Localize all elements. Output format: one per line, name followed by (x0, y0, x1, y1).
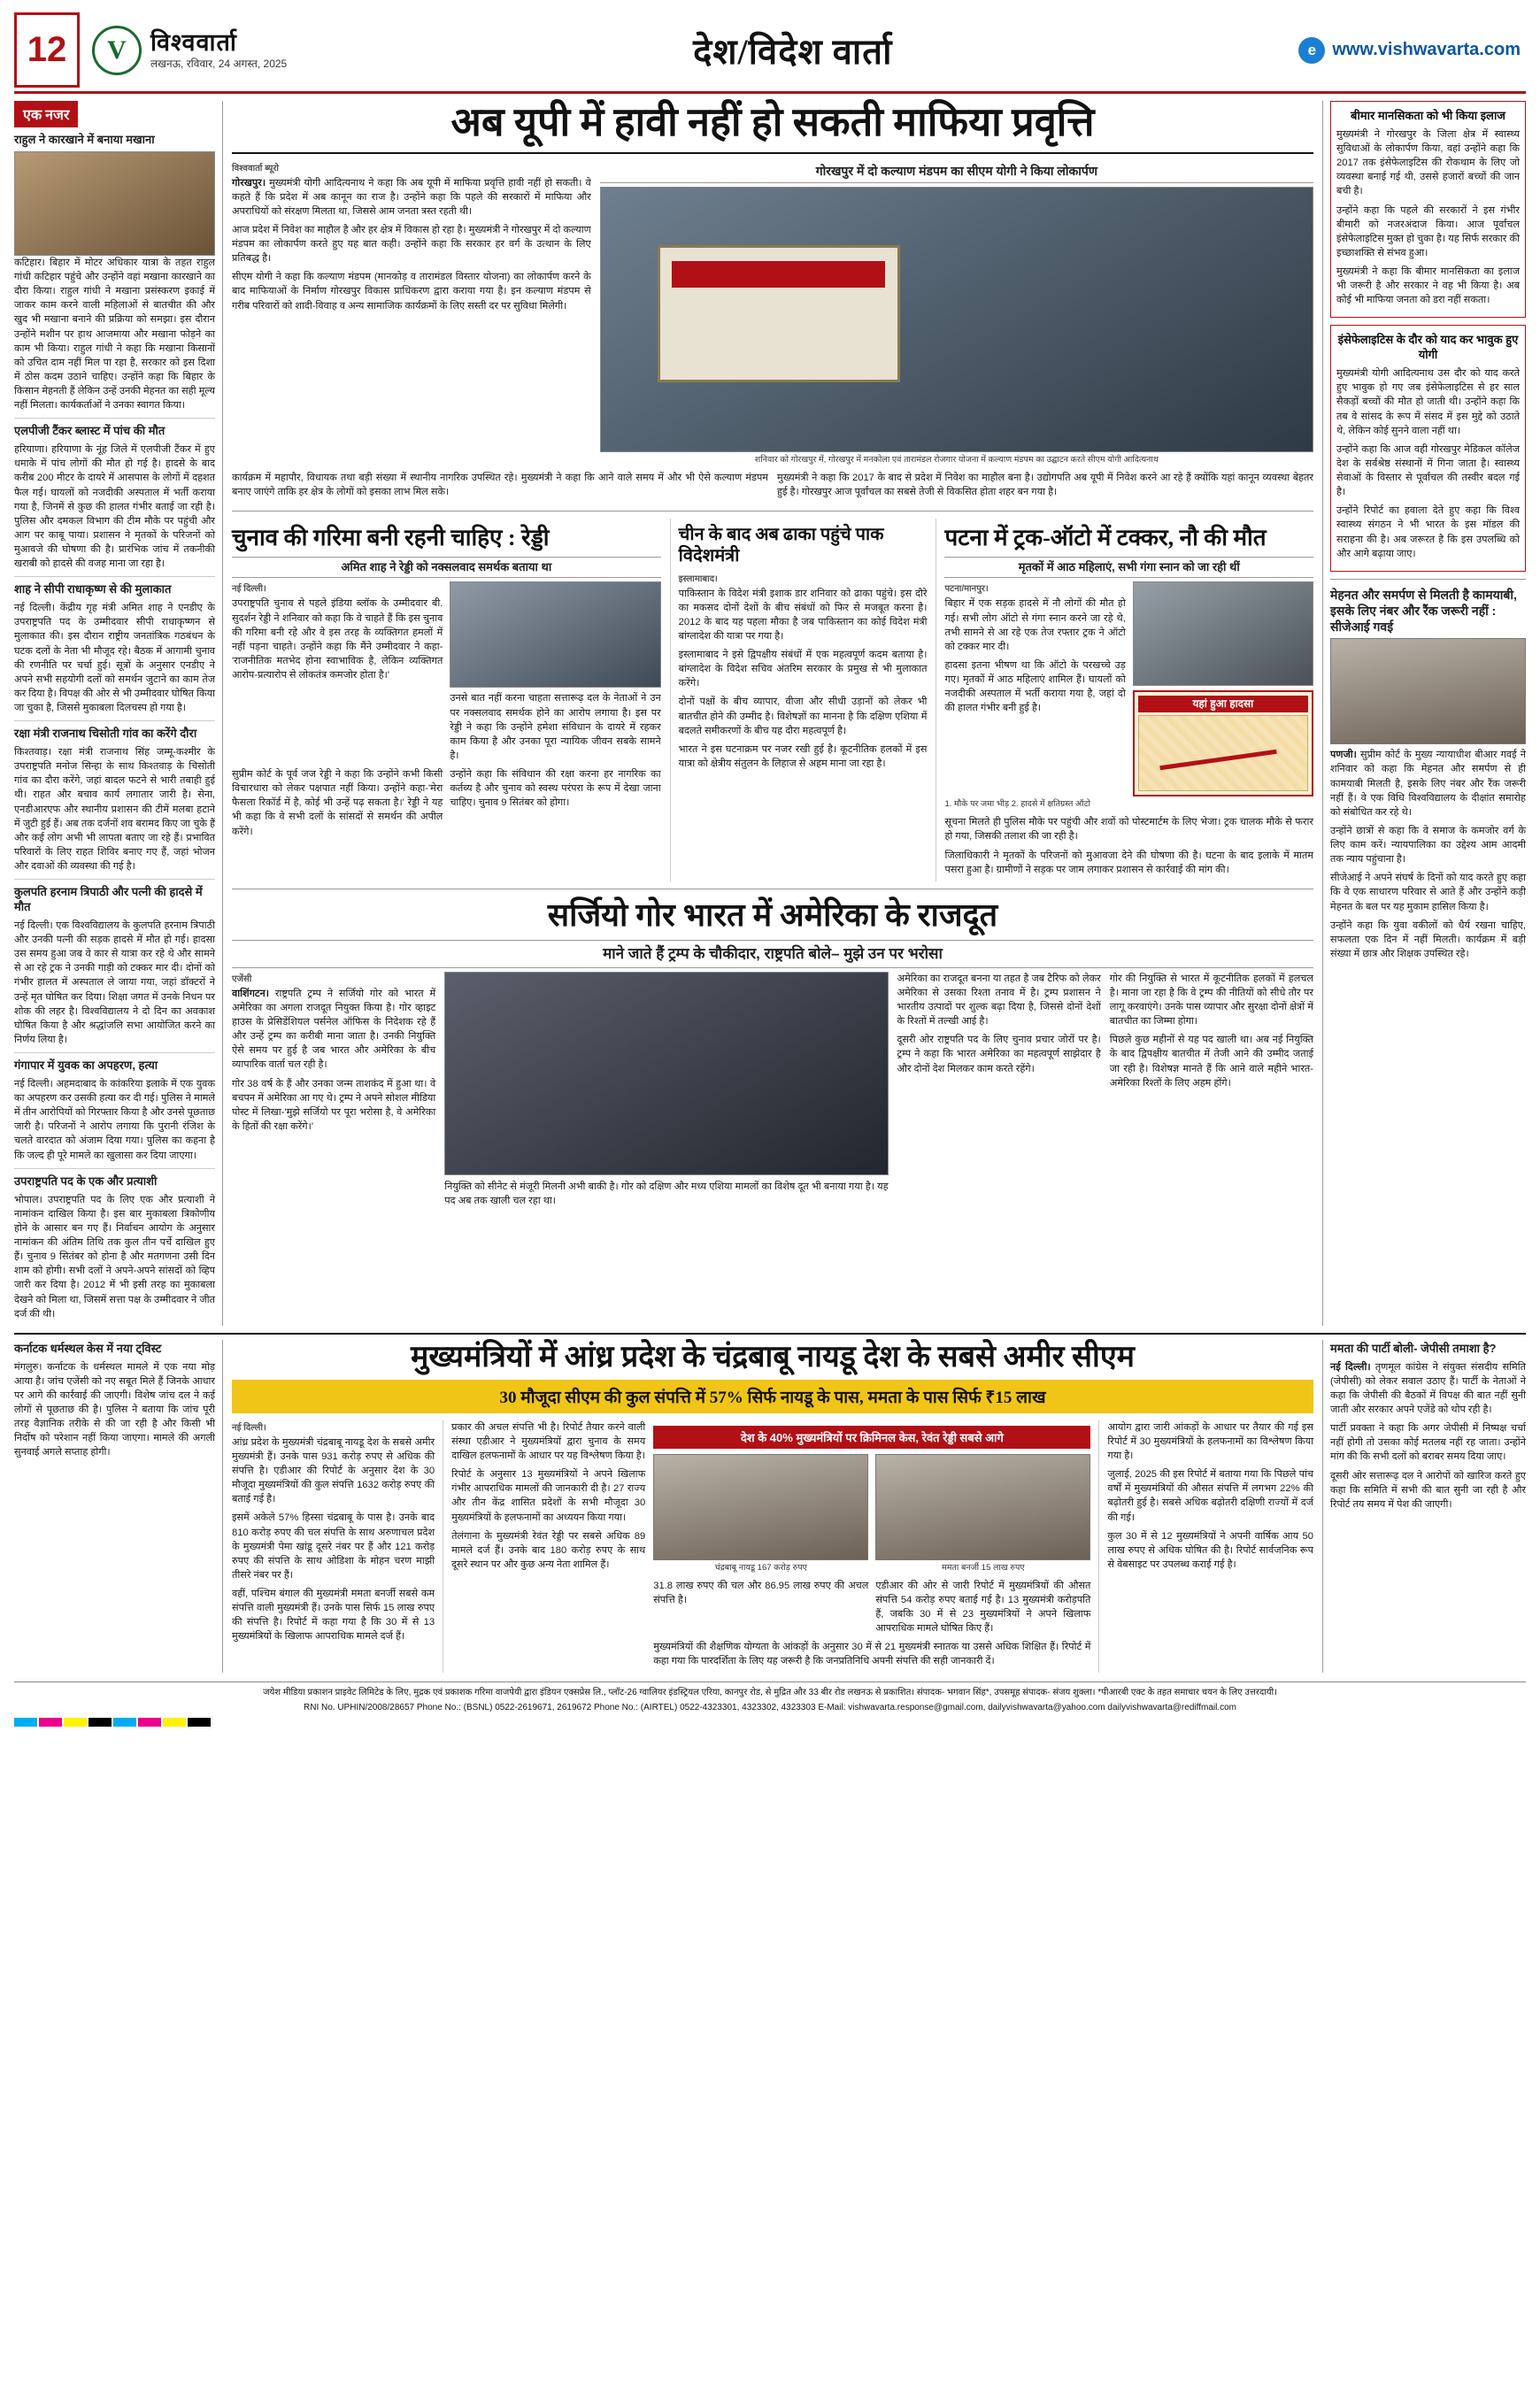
center-column (232, 101, 1313, 1326)
bottom-main (232, 1340, 1313, 1674)
story-subhead: मृतकों में आठ महिलाएं, सभी गंगा स्नान को जा रही थीं (944, 557, 1313, 579)
banner-para: आंध्र प्रदेश के मुख्यमंत्री चंद्रबाबू नायडू देश के सबसे अमीर मुख्यमंत्री हैं। उनके पास 931 करोड़ रुपए से अधिक की संपत्ति है। एडीआर की रिपोर्ट के अनुसार देश के 30 मौजूदा मुख्यमंत्रियों की कुल संपत्ति 1632 करोड़ रुपए की बताई गई है। (232, 1436, 435, 1505)
story-para: उपराष्ट्रपति चुनाव से पहले इंडिया ब्लॉक के उम्मीदवार बी. सुदर्शन रेड्डी ने शनिवार को कहा कि वे चाहते हैं कि इस चुनाव की गरिमा बनी रहे और वे इस तरह के व्यक्तिगत हमलों में नहीं पड़ना चाहते। उन्होंने कहा कि मैंने उम्मीदवार ने कहा-'राजनीतिक मतभेद होना स्वाभाविक है, लेकिन व्यक्तिगत आरोप-प्रत्यारोप से लोकतंत्र कमजोर होता है।' (232, 598, 443, 681)
story-para: दूसरी ओर राष्ट्रपति पद के लिए चुनाव प्रचार जोरों पर है। ट्रम्प ने कहा कि भारत अमेरिका का महत्वपूर्ण साझेदार है और दोनों देश मिलकर काम करते रहेंगे। (897, 1035, 1101, 1074)
sidebar-item-title[interactable]: गंगापार में युवक का अपहरण, हत्या (14, 1058, 158, 1073)
lead-para: आज प्रदेश में निवेश का माहौल है और हर क्षेत्र में विकास हो रहा है। मुख्यमंत्री ने गोरखपुर में दो कल्याण मंडपम का लोकार्पण करते हुए यह बात कही। उन्होंने कहा कि सरकार हर वर्ग के उत्थान के लिए प्रतिबद्ध है। (232, 224, 591, 265)
lead-para: मुख्यमंत्री योगी आदित्यनाथ ने कहा कि अब यूपी में माफिया प्रवृत्ति हावी नहीं हो सकती। वे कहते हैं कि प्रदेश में अब कानून का राज है। उन्होंने कहा कि पहले की सरकारों में माफिया और अपराधियों को संरक्षण मिलता था, जिससे आम जनता त्रस्त रहती थी। (232, 177, 591, 217)
banner-para: मुख्यमंत्रियों की शैक्षणिक योग्यता के आंकड़ों के अनुसार 30 में से 21 मुख्यमंत्री स्नातक या उससे अधिक शिक्षित हैं। रिपोर्ट में कहा गया कि पारदर्शिता के लिए यह जरूरी है कि जनप्रतिनिधि अपनी संपत्ति की सही जानकारी दें। (653, 1642, 1091, 1667)
page-number: 12 (14, 12, 80, 88)
story-dateline: वाशिंगटन। (232, 988, 270, 999)
sidebar-item-body: नई दिल्ली। केंद्रीय गृह मंत्री अमित शाह ने एनडीए के उपराष्ट्रपति पद के उम्मीदवार सीपी राधाकृष्णन से मुलाकात की। इस दौरान राष्ट्रीय जनतांत्रिक गठबंधन के घटक दलों के नेता भी मौजूद रहे। बैठक में आगामी चुनाव की रणनीति पर चर्चा हुई। सूत्रों के अनुसार एनडीए ने अपने सभी सहयोगी दलों को समर्थन जुटाने का काम तेज कर दिया है। विपक्ष की ओर से भी उम्मीदवार घोषित किया जा चुका है, जिससे मुकाबला दिलचस्प हो गया है। (14, 603, 215, 714)
story-byline: नई दिल्ली। (1330, 1361, 1371, 1373)
sidebar-photo (14, 151, 215, 256)
lead-photo (600, 187, 1313, 452)
story-headline[interactable]: इंसेफेलाइटिस के दौर को याद कर भावुक हुए योगी (1337, 333, 1519, 362)
story-ambassador (232, 897, 1313, 1212)
map-title: यहां हुआ हादसा (1138, 696, 1308, 712)
story-para: अमेरिका का राजदूत बनना या तहत है जब टैरिफ को लेकर अमेरिका से उसका रिश्ता तनाव में है। ट्रम्प प्रशासन ने भारतीय उत्पादों पर शुल्क बढ़ा दिया है, जिससे दोनों देशों के रिश्तों में तल्खी आई है। (897, 973, 1101, 1027)
story-para: सुप्रीम कोर्ट के पूर्व जज रेड्डी ने कहा कि उन्होंने कभी किसी विचारधारा को लेकर पक्षपात नहीं किया। उन्होंने कहा-'मेरा फैसला रिकॉर्ड में है, कोई भी उन्हें पढ़ सकता है।' रेड्डी ने यह भी कहा कि वे सभी दलों के सांसदों से समर्थन की अपील करेंगे। (232, 769, 443, 837)
story-headline[interactable]: ममता की पार्टी बोली- जेपीसी तमाशा है? (1330, 1341, 1497, 1355)
story-para: उन्होंने रिपोर्ट का हवाला देते हुए कहा कि विश्व स्वास्थ्य संगठन ने भी भारत के इस मॉडल की सराहना की है। अब जरूरत है कि इस उपलब्धि को और आगे बढ़ाया जाए। (1336, 505, 1520, 559)
story-para: उन्होंने कहा कि संविधान की रक्षा करना हर नागरिक का कर्तव्य है और चुनाव को स्वस्थ परंपरा के रूप में देखा जाना चाहिए। चुनाव 9 सितंबर को होगा। (450, 769, 661, 809)
story-para: उनसे बात नहीं करना चाहता सत्तारूढ़ दल के नेताओं ने उन पर नक्सलवाद समर्थक होने का आरोप लगाया है। इस पर रेड्डी ने कहा कि उन्होंने हमेशा संविधान के दायरे में रहकर काम किया है और उनका पूरा न्यायिक जीवन सबके सामने है। (450, 693, 661, 761)
right-sidebar (1322, 101, 1526, 1326)
right-story-1 (1330, 101, 1526, 318)
sidebar-item-body: मंगलुरु। कर्नाटक के धर्मस्थल मामले में एक नया मोड़ आया है। जांच एजेंसी को नए सबूत मिले हैं जिनके आधार पर आगे की कार्रवाई की जाएगी। विशेष जांच दल ने कई लोगों से पूछताछ की है। पुलिस ने बताया कि जांच पूरी तरह वैज्ञानिक तरीके से की जा रही है और किसी भी निर्दोष को परेशान नहीं किया जाएगा। मामले की अगली सुनवाई अगले सप्ताह होगी। (14, 1361, 215, 1458)
sidebar-item-body: नई दिल्ली। अहमदाबाद के कांकरिया इलाके में एक युवक का अपहरण कर उसकी हत्या कर दी गई। पुलिस ने मामले में तीन आरोपियों को गिरफ्तार किया है और उनसे पूछताछ जारी है। परिजनों ने आरोप लगाया कि पुरानी रंजिश के चलते वारदात को अंजाम दिया गया। पुलिस का कहना है कि जल्द ही पूरे मामले का खुलासा कर दिया जाएगा। (14, 1078, 215, 1161)
lead-para: कार्यक्रम में महापौर, विधायक तथा बड़ी संख्या में स्थानीय नागरिक उपस्थित रहे। मुख्यमंत्री ने कहा कि आने वाले समय में और भी ऐसे कल्याण मंडपम बनाए जाएंगे ताकि हर क्षेत्र के लोगों को इसका लाभ मिल सके। (232, 472, 768, 497)
sidebar-label: एक नजर (14, 101, 78, 127)
story-subhead: माने जाते हैं ट्रम्प के चौकीदार, राष्ट्रपति बोले– मुझे उन पर भरोसा (232, 940, 1313, 968)
story-byline: एजेंसी (232, 973, 252, 984)
story-para: मुख्यमंत्री ने कहा कि बीमार मानसिकता का इलाज भी जरूरी है और सरकार ने वह भी किया है। अब कोई भी माफिया जनता को डरा नहीं सकता। (1336, 266, 1520, 306)
banner-para: एडीआर की ओर से जारी रिपोर्ट में मुख्यमंत्रियों की औसत संपत्ति 54 करोड़ रुपए बताई गई है। 13 मुख्यमंत्री करोड़पति हैं, जबकि 30 में से 23 मुख्यमंत्रियों ने अपने खिलाफ आपराधिक मामले घोषित किए हैं। (875, 1580, 1091, 1635)
banner-strip: 30 मौजूदा सीएम की कुल संपत्ति में 57% सिर्फ नायडू के पास, ममता के पास सिर्फ ₹15 लाख (232, 1380, 1313, 1413)
banner-para: 31.8 लाख रुपए की चल और 86.95 लाख रुपए की अचल संपत्ति है। (653, 1580, 869, 1605)
lead-para: सीएम योगी ने कहा कि कल्याण मंडपम (मानकोड़ व तारामंडल विस्तार योजना) का लोकार्पण करने के बाद माफियाओं के निर्माण गोरखपुर विकास प्राधिकरण द्वारा कराया गया है। इन कल्याण मंडपम से गरीब परिवारों को शादी-विवाह व अन्य सामाजिक कार्यक्रमों के लिए सस्ती दर पर सुविधा मिलेगी। (232, 272, 591, 312)
story-byline: पणजी। (1330, 750, 1357, 761)
sidebar-item-title[interactable]: कर्नाटक धर्मस्थल केस में नया ट्विस्ट (14, 1341, 162, 1355)
story-para: दूसरी ओर सत्तारूढ़ दल ने आरोपों को खारिज करते हुए कहा कि समिति में सभी की बात सुनी जा रही है और रिपोर्ट तय समय में पेश की जाएगी। (1330, 1470, 1526, 1510)
banner-para: तेलंगाना के मुख्यमंत्री रेवंत रेड्डी पर सबसे अधिक 89 मामले दर्ज हैं। उनके बाद 180 करोड़ रुपए के साथ दूसरे स्थान पर और कुछ अन्य नेता शामिल हैं। (451, 1530, 646, 1570)
sidebar-item-title[interactable]: रक्षा मंत्री राजनाथ चिसोती गांव का करेंगे दौरा (14, 727, 197, 741)
naidu-photo-caption: चंद्रबाबू नायडू 167 करोड़ रुपए (714, 1562, 807, 1573)
story-photo (450, 581, 660, 688)
banner-headline: मुख्यमंत्रियों में आंध्र प्रदेश के चंद्रबाबू नायडू देश के सबसे अमीर सीएम (411, 1340, 1135, 1374)
globe-icon: e (1298, 37, 1325, 64)
mamata-photo (875, 1454, 1090, 1560)
story-para: नियुक्ति को सीनेट से मंजूरी मिलनी अभी बाकी है। गोर को दक्षिण और मध्य एशिया मामलों का विशेष दूत भी बनाया गया है। यह पद अब तक खाली चल रहा था। (444, 1181, 889, 1206)
story-para: बिहार में एक सड़क हादसे में नौ लोगों की मौत हो गई। सभी लोग ऑटो से गंगा स्नान करने जा रहे थे, तभी सामने से आ रहे एक तेज रफ्तार ट्रक ने ऑटो को टक्कर मार दी। (944, 598, 1126, 652)
lead-photo-column (600, 161, 1313, 471)
story-para: मुख्यमंत्री ने गोरखपुर के जिला क्षेत्र में स्वास्थ्य सुविधाओं के लोकार्पण किया, वहां उन्होंने कहा कि 2017 तक इंसेफेलाइटिस की रोकथाम के लिए जो व्यवस्था बनाई गई थी, उससे हजारों बच्चों की जान बची है। (1336, 128, 1520, 197)
left-sidebar (14, 101, 223, 1326)
naidu-photo (653, 1454, 868, 1560)
lead-headline: अब यूपी में हावी नहीं हो सकती माफिया प्रवृत्ति (232, 101, 1313, 154)
story-reddy (232, 519, 661, 881)
newspaper-logo (92, 12, 287, 88)
banner-para: आयोग द्वारा जारी आंकड़ों के आधार पर तैयार की गई इस रिपोर्ट में 30 मुख्यमंत्रियों के हलफनामों का विश्लेषण किया गया है। (1107, 1421, 1313, 1462)
story-headline[interactable]: बीमार मानसिकता को भी किया इलाज (1351, 109, 1505, 122)
lead-subhead: गोरखपुर में दो कल्याण मंडपम का सीएम योगी ने किया लोकार्पण (600, 163, 1313, 183)
cmyk-registration-marks (14, 1718, 1526, 1727)
page-body (14, 101, 1526, 1326)
story-para: इस्लामाबाद ने इसे द्विपक्षीय संबंधों में एक महत्वपूर्ण कदम बताया है। बांग्लादेश के विदेश सचिव अंतरिम सरकार के प्रमुख से भी मुलाकात करेंगे। (678, 650, 928, 689)
sidebar-item-title[interactable]: एलपीजी टैंकर ब्लास्ट में पांच की मौत (14, 424, 166, 438)
story-para: सूचना मिलते ही पुलिस मौके पर पहुंची और शवों को पोस्टमार्टम के लिए भेजा। ट्रक चालक मौके से फरार हो गया, जिसकी तलाश की जा रही है। (944, 817, 1313, 843)
story-headline[interactable]: चीन के बाद अब ढाका पहुंचे पाक विदेशमंत्री (678, 524, 884, 566)
website-url-text: www.vishwavarta.com (1332, 40, 1521, 59)
ambassador-photo (444, 972, 888, 1175)
bottom-right-sidebar (1322, 1340, 1526, 1674)
story-headline[interactable]: पटना में ट्रक-ऑटो में टक्कर, नौ की मौत (944, 524, 1267, 550)
banner-subbanner: देश के 40% मुख्यमंत्रियों पर क्रिमिनल केस, रेवंत रेड्डी सबसे आगे (653, 1426, 1090, 1449)
story-byline: पटना/मानपुर। (944, 584, 989, 595)
banner-para: कुल 30 में से 12 मुख्यमंत्रियों ने अपनी वार्षिक आय 50 लाख रुपए से अधिक घोषित की है। रिपोर्ट सार्वजनिक रूप से वेबसाइट पर उपलब्ध कराई गई है। (1107, 1530, 1313, 1570)
sidebar-item-body: कटिहार। बिहार में मोटर अधिकार यात्रा के तहत राहुल गांधी कटिहार पहुंचे और उन्होंने वहां मखाना कारखाने का दौरा किया। राहुल गांधी ने मखाना प्रसंस्करण इकाई में जाकर काम करने वाली महिलाओं से बातचीत की और खुद भी मखाना बनाने की प्रक्रिया को समझा। इस दौरान उन्होंने मशीन पर हाथ आजमाया और मखाना फोड़ने का काम भी किया। राहुल गांधी ने कहा कि मखाना किसानों को उचित दाम नहीं मिल पा रहा है, सरकार को इस दिशा में ठोस कदम उठाने चाहिए। उन्होंने कहा कि बिहार के किसान मेहनती हैं लेकिन उन्हें उनकी मेहनत का सही मूल्य नहीं मिलता। कार्यकर्ताओं ने उनका स्वागत किया। (14, 257, 215, 412)
accident-photo (1133, 581, 1313, 686)
story-para: तृणमूल कांग्रेस ने संयुक्त संसदीय समिति (जेपीसी) को लेकर सवाल उठाए हैं। पार्टी के नेताओं ने कहा कि जेपीसी की बैठकों में विपक्ष की बात नहीं सुनी जाती और सरकार अपने एजेंडे को थोप रही है। (1330, 1361, 1526, 1416)
sidebar-item-body: नई दिल्ली। एक विश्वविद्यालय के कुलपति हरनाम त्रिपाठी और उनकी पत्नी की सड़क हादसे में मौत हो गई। हादसा उस समय हुआ जब वे कार से यात्रा कर रहे थे और सामने से आ रहे ट्रक ने उनकी गाड़ी को टक्कर मार दी। दोनों को गंभीर हालत में अस्पताल ले जाया गया, जहां डॉक्टरों ने उन्हें मृत घोषित कर दिया। शिक्षा जगत में उनके निधन पर शोक की लहर है। विश्वविद्यालय ने दो दिन का अवकाश घोषित किया है और श्रद्धांजलि सभा आयोजित करने का निर्णय लिया है। (14, 920, 215, 1045)
sidebar-item-body: किश्तवाड़। रक्षा मंत्री राजनाथ सिंह जम्मू-कश्मीर के उपराष्ट्रपति मनोज सिन्हा के साथ किश्तवाड़ के चिसोती गांव का दौरा करेंगे, जहां बादल फटने से भारी तबाही हुई थी। राहत और बचाव कार्य लगातार जारी है। सेना, एनडीआरएफ और स्थानीय प्रशासन की टीमें मलबा हटाने में जुटी हुई हैं। अब तक दर्जनों शव बरामद किए जा चुके हैं और कई लोग अभी भी लापता बताए जा रहे हैं। प्रभावित परिवारों के लिए राहत शिविर बनाए गए हैं, जहां भोजन और दवाओं की व्यवस्था की गई है। (14, 747, 215, 873)
story-byline: नई दिल्ली। (232, 584, 266, 595)
story-headline[interactable]: सर्जियो गोर भारत में अमेरिका के राजदूत (547, 897, 998, 933)
right-story-2 (1330, 325, 1526, 571)
story-para: राष्ट्रपति ट्रम्प ने सर्जियो गोर को भारत में अमेरिका का अगला राजदूत नियुक्त किया है। गोर व्हाइट हाउस के प्रेसिडेंशियल पर्सनेल ऑफिस के निदेशक रहे हैं और उन्हें ट्रम्प का करीबी माना जाता है। उनकी नियुक्ति ऐसे समय पर हुई है जब भारत और अमेरिका के बीच व्यापारिक वार्ता चल रही है। (232, 988, 436, 1071)
sidebar-item-title[interactable]: शाह ने सीपी राधाकृष्ण से की मुलाकात (14, 582, 172, 596)
accident-photo-caption: 1. मौके पर जमा भीड़ 2. हादसे में क्षतिग्रस्त ऑटो (944, 799, 1090, 810)
story-byline: इस्लामाबाद। (678, 573, 718, 584)
cji-photo (1330, 638, 1526, 744)
banner-byline: नई दिल्ली। (232, 1422, 266, 1433)
masthead (14, 12, 1526, 94)
banner-para: जुलाई, 2025 की इस रिपोर्ट में बताया गया कि पिछले पांच वर्षों में मुख्यमंत्रियों की औसत संपत्ति में लगभग 22% की बढ़ोतरी हुई है। सबसे अधिक बढ़ोतरी दक्षिणी राज्यों में दर्ज की गई। (1107, 1469, 1313, 1523)
sidebar-item-title[interactable]: राहुल ने कारखाने में बनाया मखाना (14, 133, 155, 146)
story-para: पाकिस्तान के विदेश मंत्री इशाक डार शनिवार को ढाका पहुंचे। इस दौरे का मकसद दोनों देशों के बीच संबंधों को फिर से मजबूत करना है। 2012 के बाद यह पहला मौका है जब पाकिस्तान का कोई विदेश मंत्री बांग्लादेश की यात्रा पर गया है। (678, 588, 928, 642)
bottom-left-sidebar (14, 1340, 223, 1674)
accident-map (1133, 690, 1313, 796)
right-story-3 (1330, 587, 1526, 961)
sidebar-item-title[interactable]: कुलपति हरनाम त्रिपाठी और पत्नी की हादसे में मौत (14, 885, 203, 914)
story-para: उन्होंने कहा कि पहले की सरकारों ने इस गंभीर बीमारी को नजरअंदाज किया। आज पूर्वांचल इंसेफेलाइटिस मुक्त हो चुका है। यह सिर्फ सरकार की इच्छाशक्ति से संभव हुआ। (1336, 204, 1520, 258)
story-patna-accident (936, 519, 1313, 881)
sidebar-item-title[interactable]: उपराष्ट्रपति पद के एक और प्रत्याशी (14, 1174, 158, 1188)
story-para: उन्होंने कहा कि आज वही गोरखपुर मेडिकल कॉलेज देश के सर्वश्रेष्ठ संस्थानों में गिना जाता है। स्वास्थ्य सेवाओं के विस्तार से पूर्वांचल की तस्वीर बदल गई है। (1336, 443, 1520, 498)
rni-line: RNI No. UPHIN/2008/28657 Phone No.: (BSNL) 0522-2619671, 2619672 Phone No.: (AIRTEL) 0522-4323301, 4323302, 4323303 E-Mail: vishwavarta.response@gmail.com, dailyvishwavarta@yahoo.com dailyvishwavarta@rediffmail.com (304, 1703, 1236, 1713)
story-para: पार्टी प्रवक्ता ने कहा कि अगर जेपीसी में निष्पक्ष चर्चा नहीं होगी तो उसका कोई मतलब नहीं रह जाता। उन्होंने मांग की कि सभी दलों को बराबर समय दिया जाए। (1330, 1423, 1526, 1463)
banner-para: प्रकार की अचल संपत्ति भी है। रिपोर्ट तैयार करने वाली संस्था एडीआर ने मुख्यमंत्रियों द्वारा चुनाव के समय दाखिल हलफनामों के आधार पर यह विश्लेषण किया है। (451, 1421, 646, 1462)
story-para: भारत ने इस घटनाक्रम पर नजर रखी हुई है। कूटनीतिक हलकों में इस यात्रा को क्षेत्रीय संतुलन के लिहाज से अहम माना जा रहा है। (678, 743, 928, 769)
story-headline[interactable]: चुनाव की गरिमा बनी रहनी चाहिए : रेड्डी (232, 524, 550, 550)
lead-dateline: गोरखपुर। (232, 177, 266, 189)
story-para: हादसा इतना भीषण था कि ऑटो के परखच्चे उड़ गए। मृतकों में आठ महिलाएं शामिल हैं। घायलों को नजदीकी अस्पताल में भर्ती कराया गया है, जहां दो की हालत गंभीर बनी हुई है। (944, 659, 1126, 714)
story-para: सीजेआई ने अपने संघर्ष के दिनों को याद करते हुए कहा कि वे एक साधारण परिवार से आते हैं और उन्होंने कड़ी मेहनत के बल पर यह मुकाम हासिल किया है। (1330, 873, 1526, 912)
lead-photo-caption: शनिवार को गोरखपुर में, गोरखपुर में मनकोला एवं तारामंडल रोजगार योजना में कल्याण मंडपम का उद्घाटन करते सीएम योगी आदित्यनाथ (754, 454, 1159, 465)
story-para: सुप्रीम कोर्ट के मुख्य न्यायाधीश बीआर गवई ने शनिवार को कहा कि मेहनत और समर्पण से ही कामयाबी मिलती है, इसके लिए नंबर और रैंक जरूरी नहीं हैं। वे एक विधि विश्वविद्यालय के दीक्षांत समारोह को संबोधित कर रहे थे। (1330, 750, 1526, 818)
story-para: मुख्यमंत्री योगी आदित्यनाथ उस दौर को याद करते हुए भावुक हो गए जब इंसेफेलाइटिस से हर साल सैकड़ों बच्चों की मौत हो जाती थी। उन्होंने कहा कि तब वे सांसद के रूप में संसद में इस मुद्दे को उठाते थे, लेकिन कोई सुनने वाला नहीं था। (1336, 368, 1520, 436)
banner-para: वहीं, पश्चिम बंगाल की मुख्यमंत्री ममता बनर्जी सबसे कम संपत्ति वाली मुख्यमंत्री हैं। उनके पास सिर्फ 15 लाख रुपए की संपत्ति है। रिपोर्ट में कहा गया है कि 30 में से 13 मुख्यमंत्रियों के खिलाफ आपराधिक मामले दर्ज हैं। (232, 1589, 435, 1643)
story-para: दोनों पक्षों के बीच व्यापार, वीजा और सीधी उड़ानों को लेकर भी बातचीत होने की उम्मीद है। विशेषज्ञों का मानना है कि दक्षिण एशिया में बदलते समीकरणों के बीच यह दौरा महत्वपूर्ण है। (678, 696, 928, 736)
story-para: पिछले कुछ महीनों से यह पद खाली था। अब नई नियुक्ति के बाद द्विपक्षीय बातचीत में तेजी आने की उम्मीद जताई जा रही है। विशेषज्ञ मानते हैं कि आने वाले महीने भारत-अमेरिका रिश्तों के लिए अहम होंगे। (1109, 1035, 1313, 1089)
website-link[interactable] (1298, 12, 1526, 88)
banner-para: इसमें अकेले 57% हिस्सा चंद्रबाबू के पास है। उनके बाद 810 करोड़ रुपए की चल संपत्ति के साथ अरुणाचल प्रदेश के मुख्यमंत्री पेमा खांडू दूसरे नंबर पर हैं और 121 करोड़ रुपए की संपत्ति के साथ ओडिशा के मोहन चरण माझी तीसरे नंबर पर हैं। (232, 1512, 435, 1581)
story-para: जिलाधिकारी ने मृतकों के परिजनों को मुआवजा देने की घोषणा की है। घटना के बाद इलाके में मातम पसरा हुआ है। ग्रामीणों ने सड़क पर जाम लगाकर प्रशासन से कार्रवाई की मांग की। (944, 850, 1313, 875)
map-graphic (1138, 715, 1308, 791)
sidebar-item-body: भोपाल। उपराष्ट्रपति पद के लिए एक और प्रत्याशी ने नामांकन दाखिल किया है। इस बार मुकाबला त्रिकोणीय होने के आसार बन गए हैं। निर्वाचन आयोग के अनुसार नामांकन की अंतिम तिथि तक कुल तीन पर्चे दाखिल हुए हैं। चुनाव 9 सितंबर को होना है और मतगणना उसी दिन शाम को होगी। सभी दलों ने अपने-अपने सांसदों को व्हिप जारी कर दिया है। 2012 में भी इसी तरह का मुकाबला देखने को मिला था, जिसमें सत्ता पक्ष के उम्मीदवार ने जीत दर्ज की थी। (14, 1194, 215, 1320)
bottom-banner (14, 1333, 1526, 1674)
story-para: गोर 38 वर्ष के हैं और उनका जन्म ताशकंद में हुआ था। वे बचपन में अमेरिका आ गए थे। ट्रम्प ने अपने सोशल मीडिया पोस्ट में लिखा-'मुझे सर्जियो पर पूरा भरोसा है, वे अमेरिका के हितों की रक्षा करेंगे।' (232, 1078, 436, 1132)
sidebar-item-body: हरियाणा। हरियाणा के नूंह जिले में एलपीजी टैंकर में हुए धमाके में पांच लोगों की मौत हो गई है। हादसे के बाद करीब 200 मीटर के दायरे में आसपास के लोगों में दहशत फैल गई। घायलों को नजदीकी अस्पताल में भर्ती कराया गया है, जिनमें से कुछ की हालत गंभीर बताई जा रही है। पुलिस और दमकल विभाग की टीम मौके पर पहुंची और आग पर काबू पाया। प्रशासन ने मृतकों के परिजनों को मुआवजे की घोषणा की है। प्रारंभिक जांच में तकनीकी खराबी को हादसे की वजह माना जा रहा है। (14, 444, 215, 570)
mamata-photo-caption: ममता बनर्जी 15 लाख रुपए (942, 1562, 1025, 1573)
page-title: देश/विदेश वार्ता (693, 32, 893, 72)
lead-text-column (232, 161, 591, 471)
story-headline[interactable]: मेहनत और समर्पण से मिलती है कामयाबी, इसके लिए नंबर और रैंक जरूरी नहीं : सीजेआई गवई (1330, 587, 1517, 635)
publisher-line: जयेश मीडिया प्रकाशन प्राइवेट लिमिटेड के लिए, मुद्रक एवं प्रकाशक गरिमा वाजपेयी द्वारा इंडियन एक्सप्रेस लि., प्लॉट-26 ग्वालियर इंडस्ट्रियल एरिया, कानपुर रोड, से मुद्रित और 33 बीर रोड लखनऊ से प्रकाशित। संपादक- भगवान सिंह*, उपसमूह संपादक- संजय शुक्ला। *पीआरबी एक्ट के तहत समाचार चयन के लिए उत्तरदायी। (263, 1688, 1277, 1698)
story-para: उन्होंने कहा कि युवा वकीलों को धैर्य रखना चाहिए, सफलता एक दिन में नहीं मिलती। कार्यक्रम में बड़ी संख्या में छात्र और शिक्षक उपस्थित रहे। (1330, 920, 1526, 959)
story-subhead: अमित शाह ने रेड्डी को नक्सलवाद समर्थक बताया था (232, 557, 661, 579)
logo-title: विश्ववार्ता (150, 29, 237, 57)
logo-icon: V (92, 26, 142, 75)
footer (14, 1681, 1526, 1727)
logo-subtitle: लखनऊ, रविवार, 24 अगस्त, 2025 (150, 58, 288, 71)
lead-para: मुख्यमंत्री ने कहा कि 2017 के बाद से प्रदेश में निवेश का माहौल बना है। उद्योगपति अब यूपी में निवेश करने आ रहे हैं क्योंकि यहां कानून व्यवस्था बेहतर हुई है। गोरखपुर आज पूर्वांचल का सबसे तेजी से विकसित होता शहर बन गया है। (777, 472, 1313, 497)
banner-para: रिपोर्ट के अनुसार 13 मुख्यमंत्रियों ने अपने खिलाफ गंभीर आपराधिक मामलों की जानकारी दी है। 27 राज्य और तीन केंद्र शासित प्रदेशों के सभी मौजूदा 30 मुख्यमंत्रियों के हलफनामों का अध्ययन किया गया। (451, 1469, 646, 1523)
story-dhaka (670, 519, 928, 881)
story-para: गोर की नियुक्ति से भारत में कूटनीतिक हलकों में हलचल है। माना जा रहा है कि वे ट्रम्प की नीतियों को सीधे तौर पर लागू करवाएंगे। उनके पास व्यापार और सुरक्षा दोनों क्षेत्रों में बातचीत का जिम्मा होगा। (1109, 973, 1313, 1027)
lead-byline: विश्ववार्ता ब्यूरो (232, 163, 280, 173)
story-para: उन्होंने छात्रों से कहा कि वे समाज के कमजोर वर्ग के लिए काम करें। न्यायपालिका का उद्देश्य आम आदमी तक न्याय पहुंचाना है। (1330, 825, 1526, 866)
